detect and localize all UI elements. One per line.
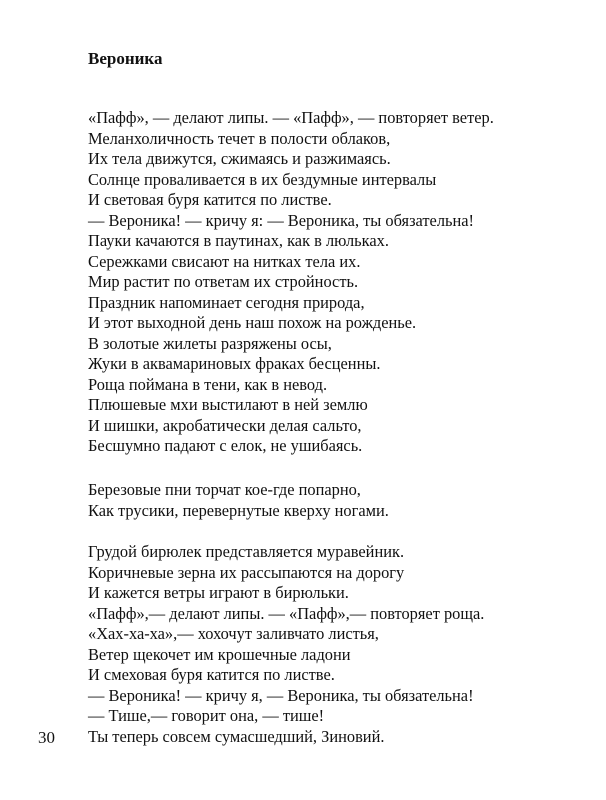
poem-line: И смеховая буря катится по листве.	[88, 665, 335, 684]
poem-line: Сережками свисают на нитках тела их.	[88, 251, 361, 271]
poem-line: Как трусики, перевернутые кверху ногами.	[88, 500, 389, 520]
poem-line: И шишки, акробатически делая сальто,	[88, 415, 362, 435]
poem-line: Березовые пни торчат кое-где попарно,	[88, 480, 361, 499]
poem-line: Праздник напоминает сегодня природа,	[88, 292, 365, 312]
poem-title: Вероника	[88, 49, 163, 68]
poem-line: Грудой бирюлек представляется муравейник.	[88, 542, 405, 561]
poem-line: Ты теперь совсем сумасшедший, Зиновий.	[88, 726, 385, 746]
stanza-1	[88, 108, 568, 457]
poem-line: И этот выходной день наш похож на рожденье.	[88, 313, 417, 332]
poem-line: «Хах-ха-ха»,— хохочут заливчато листья,	[88, 624, 379, 643]
poem-line: Коричневые зерна их рассыпаются на дорогу	[88, 562, 405, 582]
poem-line: И световая буря катится по листве.	[88, 190, 332, 209]
stanza-2	[88, 480, 568, 521]
poem-line: — Вероника! — кричу я, — Вероника, ты обязательна!	[88, 685, 474, 705]
poem-line: «Пафф»,— делают липы. — «Пафф»,— повторяет роща.	[88, 603, 485, 623]
poem-line: Роща поймана в тени, как в невод.	[88, 374, 328, 394]
poem-line: Ветер щекочет им крошечные ладони	[88, 644, 351, 664]
poem-line: В золотые жилеты разряжены осы,	[88, 333, 332, 353]
page-number: 30	[38, 728, 55, 747]
poem-line: Мир растит по ответам их стройность.	[88, 272, 359, 291]
poem-line: Пауки качаются в паутинах, как в люльках.	[88, 231, 389, 250]
poem-line: Плюшевые мхи выстилают в ней землю	[88, 395, 368, 414]
poem-line: Бесшумно падают с елок, не ушибаясь.	[88, 436, 363, 455]
stanza-3	[88, 542, 568, 747]
poem-line: — Вероника! — кричу я: — Вероника, ты обязательна!	[88, 210, 474, 230]
poem-line: Жуки в аквамариновых фраках бесценны.	[88, 354, 381, 373]
poem-line: Меланхоличность течет в полости облаков,	[88, 128, 391, 148]
poem-line: — Тише,— говорит она, — тише!	[88, 706, 325, 725]
poem-line: Солнце проваливается в их бездумные интервалы	[88, 169, 437, 189]
poem-line: И кажется ветры играют в бирюльки.	[88, 583, 349, 602]
poem-line: Их тела движутся, сжимаясь и разжимаясь.	[88, 149, 391, 168]
poem-line: «Пафф», — делают липы. — «Пафф», — повторяет ветер.	[88, 108, 494, 127]
